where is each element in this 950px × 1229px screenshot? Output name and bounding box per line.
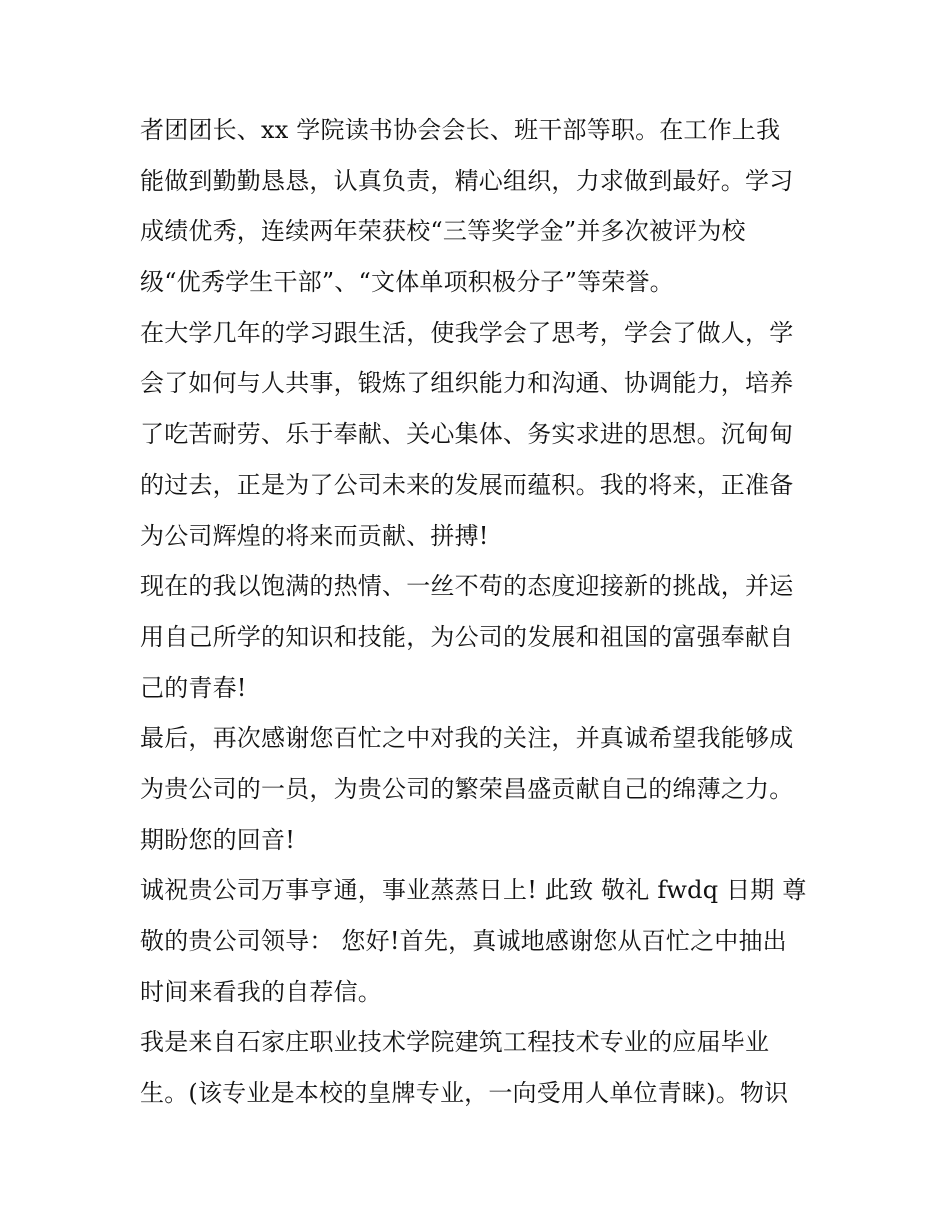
text-line: 的过去，正是为了公司未来的发展而蕴积。我的将来，正准备	[140, 470, 794, 499]
text-line: 在大学几年的学习跟生活，使我学会了思考，学会了做人，学	[140, 318, 794, 347]
text-line: 敬的贵公司领导： 您好!首先，真诚地感谢您从百忙之中抽出	[140, 927, 787, 955]
text-line: 我是来自石家庄职业技术学院建筑工程技术专业的应届毕业	[140, 1028, 770, 1057]
text-line: 用自己所学的知识和技能，为公司的发展和祖国的富强奉献自	[140, 622, 794, 651]
text-line: 期盼您的回音!	[140, 825, 296, 854]
text-line: 成绩优秀，连续两年荣获校“三等奖学金”并多次被评为校	[140, 217, 746, 246]
text-line: 者团团长、xx 学院读书协会会长、班干部等职。在工作上我	[140, 116, 781, 144]
text-line: 生。(该专业是本校的皇牌专业，一向受用人单位青睐)。物识	[140, 1079, 789, 1108]
document-body	[140, 110, 830, 1124]
text-line: 会了如何与人共事，锻炼了组织能力和沟通、协调能力，培养	[140, 369, 794, 398]
text-line: 最后，再次感谢您百忙之中对我的关注，并真诚希望我能够成	[140, 724, 794, 753]
text-line: 级“优秀学生干部”、“文体单项积极分子”等荣誉。	[140, 268, 674, 297]
text-line: 诚祝贵公司万事亨通，事业蒸蒸日上! 此致 敬礼 fwdq 日期 尊	[140, 876, 807, 905]
text-line: 能做到勤勤恳恳，认真负责，精心组织，力求做到最好。学习	[140, 166, 794, 195]
text-line: 己的青春!	[140, 673, 247, 702]
text-line: 为贵公司的一员，为贵公司的繁荣昌盛贡献自己的绵薄之力。	[140, 774, 794, 803]
text-line: 了吃苦耐劳、乐于奉献、关心集体、务实求进的思想。沉甸甸	[140, 420, 794, 449]
text-line: 时间来看我的自荐信。	[140, 977, 382, 1006]
text-line: 为公司辉煌的将来而贡献、拼搏!	[140, 521, 489, 550]
text-line: 现在的我以饱满的热情、一丝不苟的态度迎接新的挑战，并运	[140, 572, 794, 601]
